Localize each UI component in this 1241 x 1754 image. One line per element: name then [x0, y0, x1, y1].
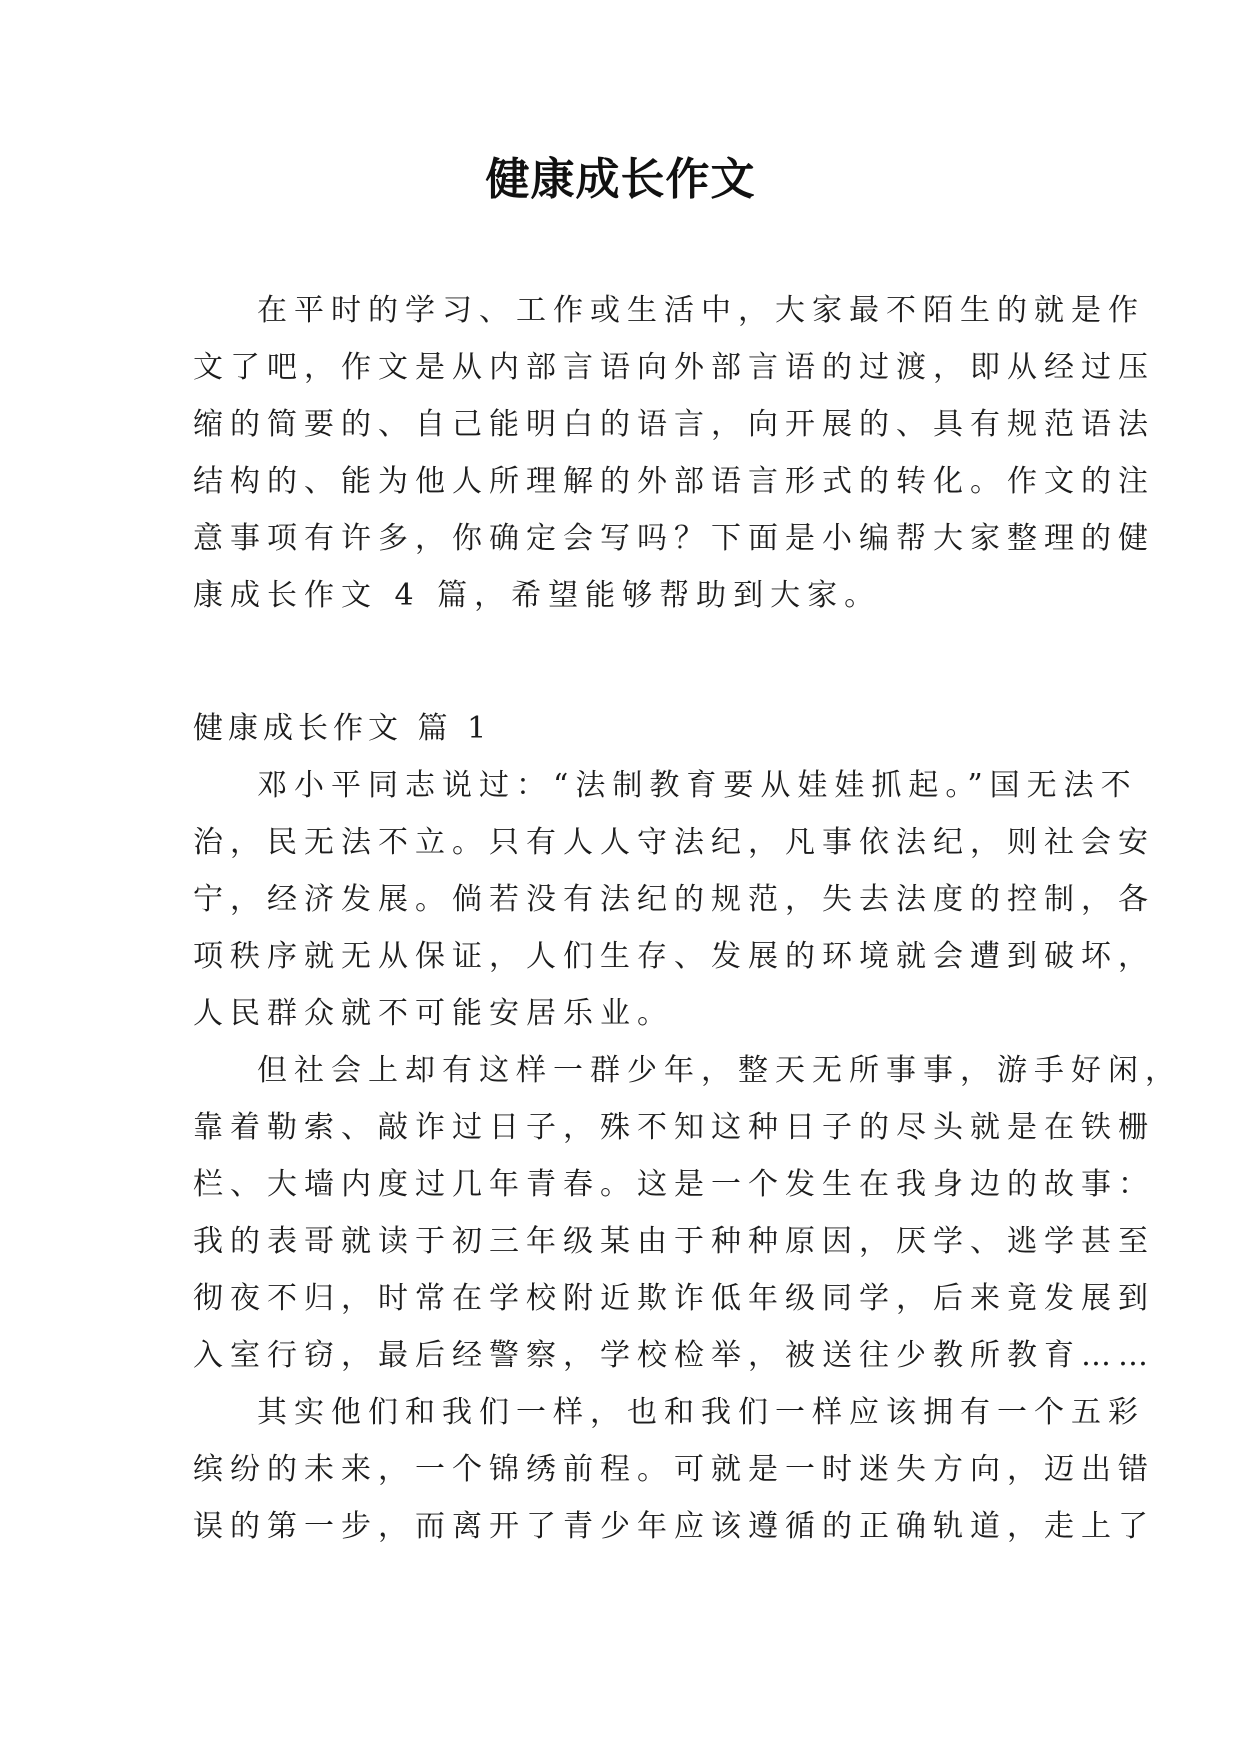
intro-paragraph [193, 282, 1155, 624]
paragraph-line: 栏、大墙内度过几年青春。这是一个发生在我身边的故事： [193, 1167, 1155, 1202]
paragraph-line: 但社会上却有这样一群少年，整天无所事事，游手好闲， [257, 1053, 1182, 1088]
paragraph-gap [193, 624, 1055, 700]
document-title: 健康成长作文 [485, 154, 756, 205]
intro-line: 康成长作文 4 篇，希望能够帮助到大家。 [193, 578, 882, 613]
section-heading: 健康成长作文 篇 1 [193, 711, 492, 746]
essay-paragraph-3 [193, 1384, 1155, 1555]
paragraph-line: 缤纷的未来，一个锦绣前程。可就是一时迷失方向，迈出错 [193, 1452, 1155, 1487]
paragraph-line: 其实他们和我们一样，也和我们一样应该拥有一个五彩 [257, 1395, 1145, 1430]
intro-line: 意事项有许多，你确定会写吗？下面是小编帮大家整理的健 [193, 521, 1155, 556]
intro-line: 在平时的学习、工作或生活中，大家最不陌生的就是作 [257, 293, 1145, 328]
paragraph-line: 彻夜不归，时常在学校附近欺诈低年级同学，后来竟发展到 [193, 1281, 1155, 1316]
intro-line: 缩的简要的、自己能明白的语言，向开展的、具有规范语法 [193, 407, 1155, 442]
paragraph-line: 项秩序就无从保证，人们生存、发展的环境就会遭到破坏， [193, 939, 1155, 974]
essay-paragraph-1 [193, 757, 1155, 1042]
paragraph-line: 入室行窃，最后经警察，学校检举，被送往少教所教育…… [193, 1338, 1155, 1373]
paragraph-line: 靠着勒索、敲诈过日子，殊不知这种日子的尽头就是在铁栅 [193, 1110, 1155, 1145]
paragraph-line: 人民群众就不可能安居乐业。 [193, 996, 674, 1031]
paragraph-line: 邓小平同志说过：“法制教育要从娃娃抓起。”国无法不 [257, 768, 1138, 803]
intro-line: 结构的、能为他人所理解的外部语言形式的转化。作文的注 [193, 464, 1155, 499]
paragraph-line: 宁，经济发展。倘若没有法纪的规范，失去法度的控制，各 [193, 882, 1155, 917]
paragraph-line: 我的表哥就读于初三年级某由于种种原因，厌学、逃学甚至 [193, 1224, 1155, 1259]
essay-paragraph-2 [193, 1042, 1182, 1384]
paragraph-line: 治，民无法不立。只有人人守法纪，凡事依法纪，则社会安 [193, 825, 1155, 860]
intro-line: 文了吧，作文是从内部言语向外部言语的过渡，即从经过压 [193, 350, 1155, 385]
paragraph-line: 误的第一步，而离开了青少年应该遵循的正确轨道，走上了 [193, 1509, 1155, 1544]
document-body [193, 282, 1182, 1555]
